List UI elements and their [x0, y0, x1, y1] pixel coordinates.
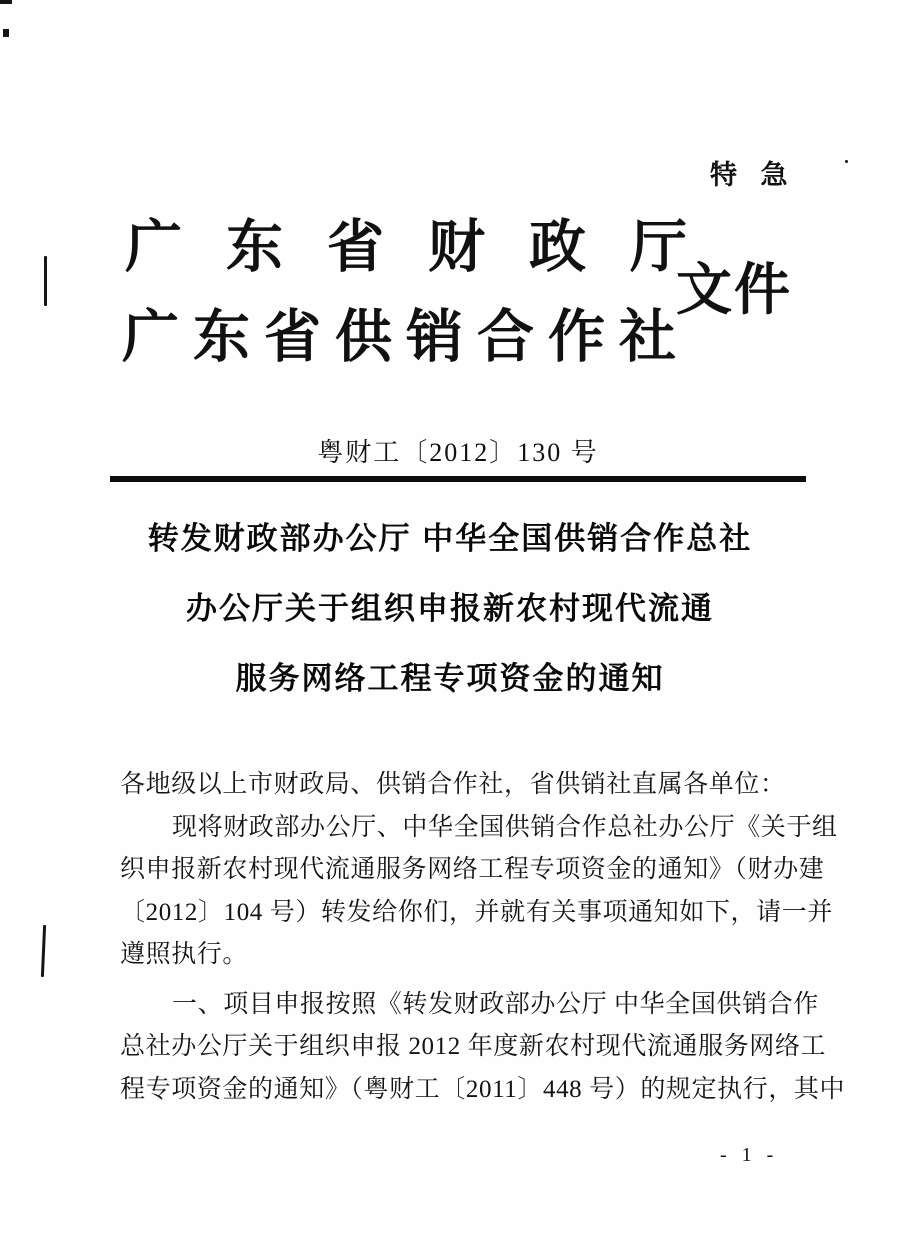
page-number: - 1 -: [720, 1144, 779, 1166]
body-line: 遵照执行。: [120, 941, 249, 968]
scan-artifact: [3, 29, 9, 37]
scan-artifact: [44, 256, 47, 306]
body-line: 〔2012〕104 号）转发给你们，并就有关事项通知如下，请一并: [120, 898, 833, 926]
body-line: 织申报新农村现代流通服务网络工程专项资金的通知》（财办建: [120, 856, 825, 883]
document-type-label: 文件: [676, 260, 792, 322]
body-line: 总社办公厅关于组织申报 2012 年度新农村现代流通服务网络工: [120, 1033, 827, 1060]
document-title: [60, 514, 840, 724]
urgency-label: 特 急: [710, 160, 796, 190]
body-line: 程专项资金的通知》（粤财工〔2011〕448 号）的规定执行，其中: [120, 1075, 846, 1103]
title-line: 转发财政部办公厅 中华全国供销合作总社: [147, 521, 753, 556]
scan-artifact: [0, 0, 12, 4]
scan-artifact: [845, 160, 848, 163]
title-line: 办公厅关于组织申报新农村现代流通: [186, 591, 714, 626]
title-line: 服务网络工程专项资金的通知: [235, 661, 665, 696]
issuer-name-line-2: 广东省供销合作社: [122, 306, 690, 369]
document-number: 粤财工〔2012〕130 号: [317, 438, 599, 467]
divider-rule: [110, 476, 806, 482]
document-body: [120, 764, 846, 1111]
scan-artifact: [41, 925, 46, 977]
body-line: 一、项目申报按照《转发财政部办公厅 中华全国供销合作: [172, 990, 819, 1018]
paragraph: [120, 984, 846, 1112]
issuer-name-line-1: 广东省财政厅: [125, 216, 731, 279]
body-line: 现将财政部办公厅、中华全国供销合作总社办公厅《关于组: [172, 813, 838, 841]
salutation-line: 各地级以上市财政局、供销合作社，省供销社直属各单位：: [120, 771, 786, 798]
paragraph: [120, 807, 838, 977]
